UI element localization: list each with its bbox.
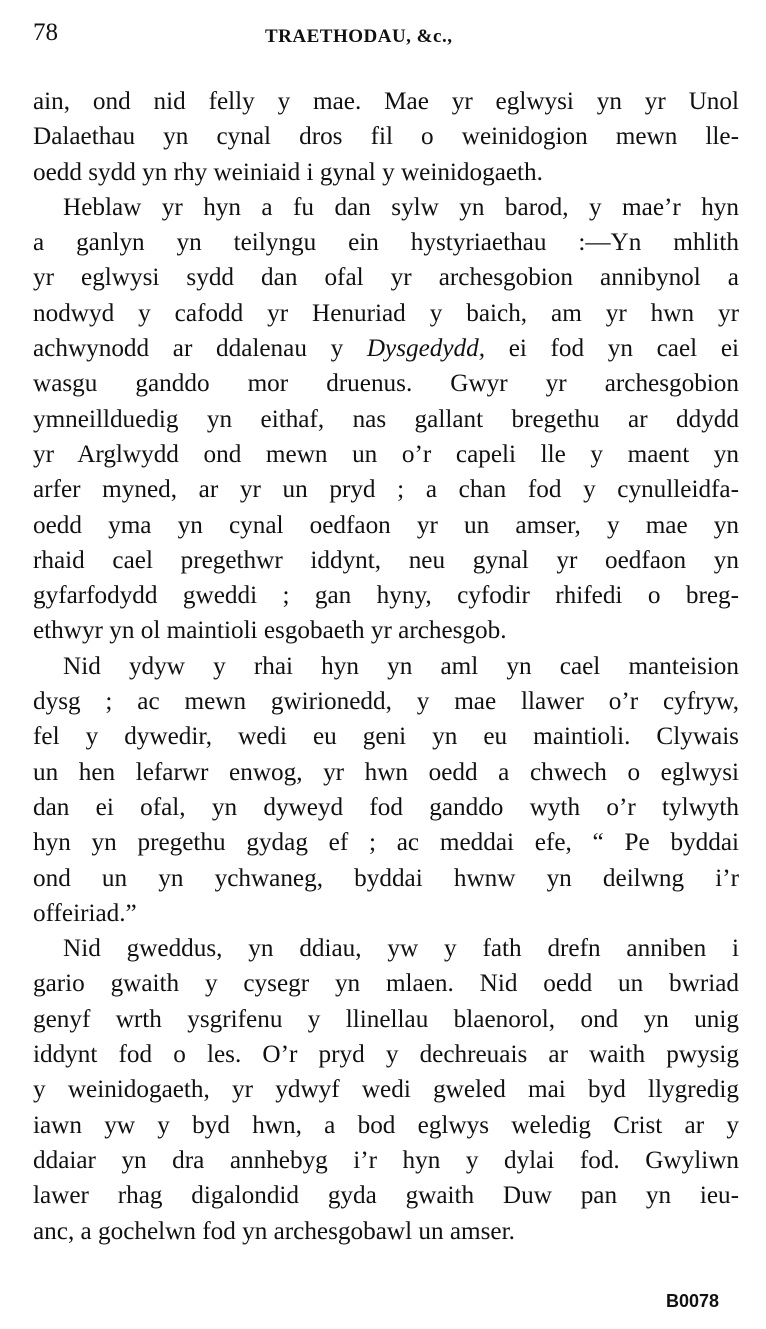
- text-line: rhaid cael pregethwr iddynt, neu gynal yr oedfaon yn: [33, 546, 739, 574]
- text-line: hyn yn pregethu gydag ef ; ac meddai efe, “ Pe byddai: [33, 829, 739, 857]
- page-number: 78: [33, 19, 58, 46]
- text-line: ain, ond nid felly y mae. Mae yr eglwysi yn yr Unol: [33, 88, 739, 115]
- text-line: y weinidogaeth, yr ydwyf wedi gweled mai byd llygredig: [33, 1076, 739, 1104]
- text-line: oedd sydd yn rhy weiniaid i gynal y weinidogaeth.: [33, 158, 543, 186]
- text-line: gyfarfodydd gweddi ; gan hyny, cyfodir rhifedi o breg-: [33, 582, 739, 610]
- text-line: ddaiar yn dra annhebyg i’r hyn y dylai fod. Gwyliwn: [33, 1146, 739, 1174]
- text-line: dysg ; ac mewn gwirionedd, y mae llawer o’r cyfryw,: [33, 688, 739, 716]
- text-segment: achwynodd ar ddalenau y: [33, 335, 367, 363]
- text-line: Dalaethau yn cynal dros fil o weinidogion mewn lle-: [33, 123, 739, 151]
- text-line: a ganlyn yn teilyngu ein hystyriaethau :—Yn mhlith: [33, 229, 739, 257]
- text-segment: ei fod yn cael ei: [485, 335, 740, 363]
- text-line: gario gwaith y cysegr yn mlaen. Nid oedd un bwriad: [33, 970, 739, 998]
- text-line: ymneillduedig yn eithaf, nas gallant bregethu ar ddydd: [33, 405, 739, 433]
- text-line: wasgu ganddo mor druenus. Gwyr yr archesgobion: [33, 370, 739, 398]
- plate-id: B0078: [666, 1291, 720, 1311]
- text-line: Nid ydyw y rhai hyn yn aml yn cael manteision: [63, 652, 739, 680]
- text-line: iddynt fod o les. O’r pryd y dechreuais ar waith pwysig: [33, 1041, 739, 1069]
- text-line: anc, a gochelwn fod yn archesgobawl un amser.: [33, 1217, 515, 1245]
- text-line: yr eglwysi sydd dan ofal yr archesgobion annibynol a: [33, 264, 739, 292]
- text-line: arfer myned, ar yr un pryd ; a chan fod y cynulleidfa-: [33, 476, 739, 504]
- text-line: dan ei ofal, yn dyweyd fod ganddo wyth o’r tylwyth: [33, 793, 739, 821]
- body-text: [33, 84, 739, 1249]
- text-line: fel y dywedir, wedi eu geni yn eu maintioli. Clywais: [33, 723, 739, 751]
- text-line: genyf wrth ysgrifenu y llinellau blaenorol, ond yn unig: [33, 1005, 739, 1033]
- text-line: Heblaw yr hyn a fu dan sylw yn barod, y mae’r hyn: [63, 193, 739, 221]
- text-line: iawn yw y byd hwn, a bod eglwys weledig Crist ar y: [33, 1111, 739, 1139]
- text-line: [33, 331, 739, 366]
- running-title: TRAETHODAU, &c.,: [265, 26, 453, 47]
- running-head: [33, 18, 733, 52]
- text-line: ond un yn ychwaneg, byddai hwnw yn deilwng i’r: [33, 864, 739, 892]
- italic-title: Dysgedydd,: [366, 335, 486, 363]
- text-line: Nid gweddus, yn ddiau, yw y fath drefn anniben i: [63, 935, 739, 963]
- text-line: ethwyr yn ol maintioli esgobaeth yr archesgob.: [33, 617, 507, 645]
- text-line: yr Arglwydd ond mewn un o’r capeli lle y maent yn: [33, 440, 739, 468]
- text-line: offeiriad.”: [33, 899, 137, 927]
- text-line: lawer rhag digalondid gyda gwaith Duw pan yn ieu-: [33, 1182, 739, 1210]
- text-line: un hen lefarwr enwog, yr hwn oedd a chwech o eglwysi: [33, 758, 739, 786]
- text-line: nodwyd y cafodd yr Henuriad y baich, am yr hwn yr: [33, 299, 739, 327]
- text-line: oedd yma yn cynal oedfaon yr un amser, y mae yn: [33, 511, 739, 539]
